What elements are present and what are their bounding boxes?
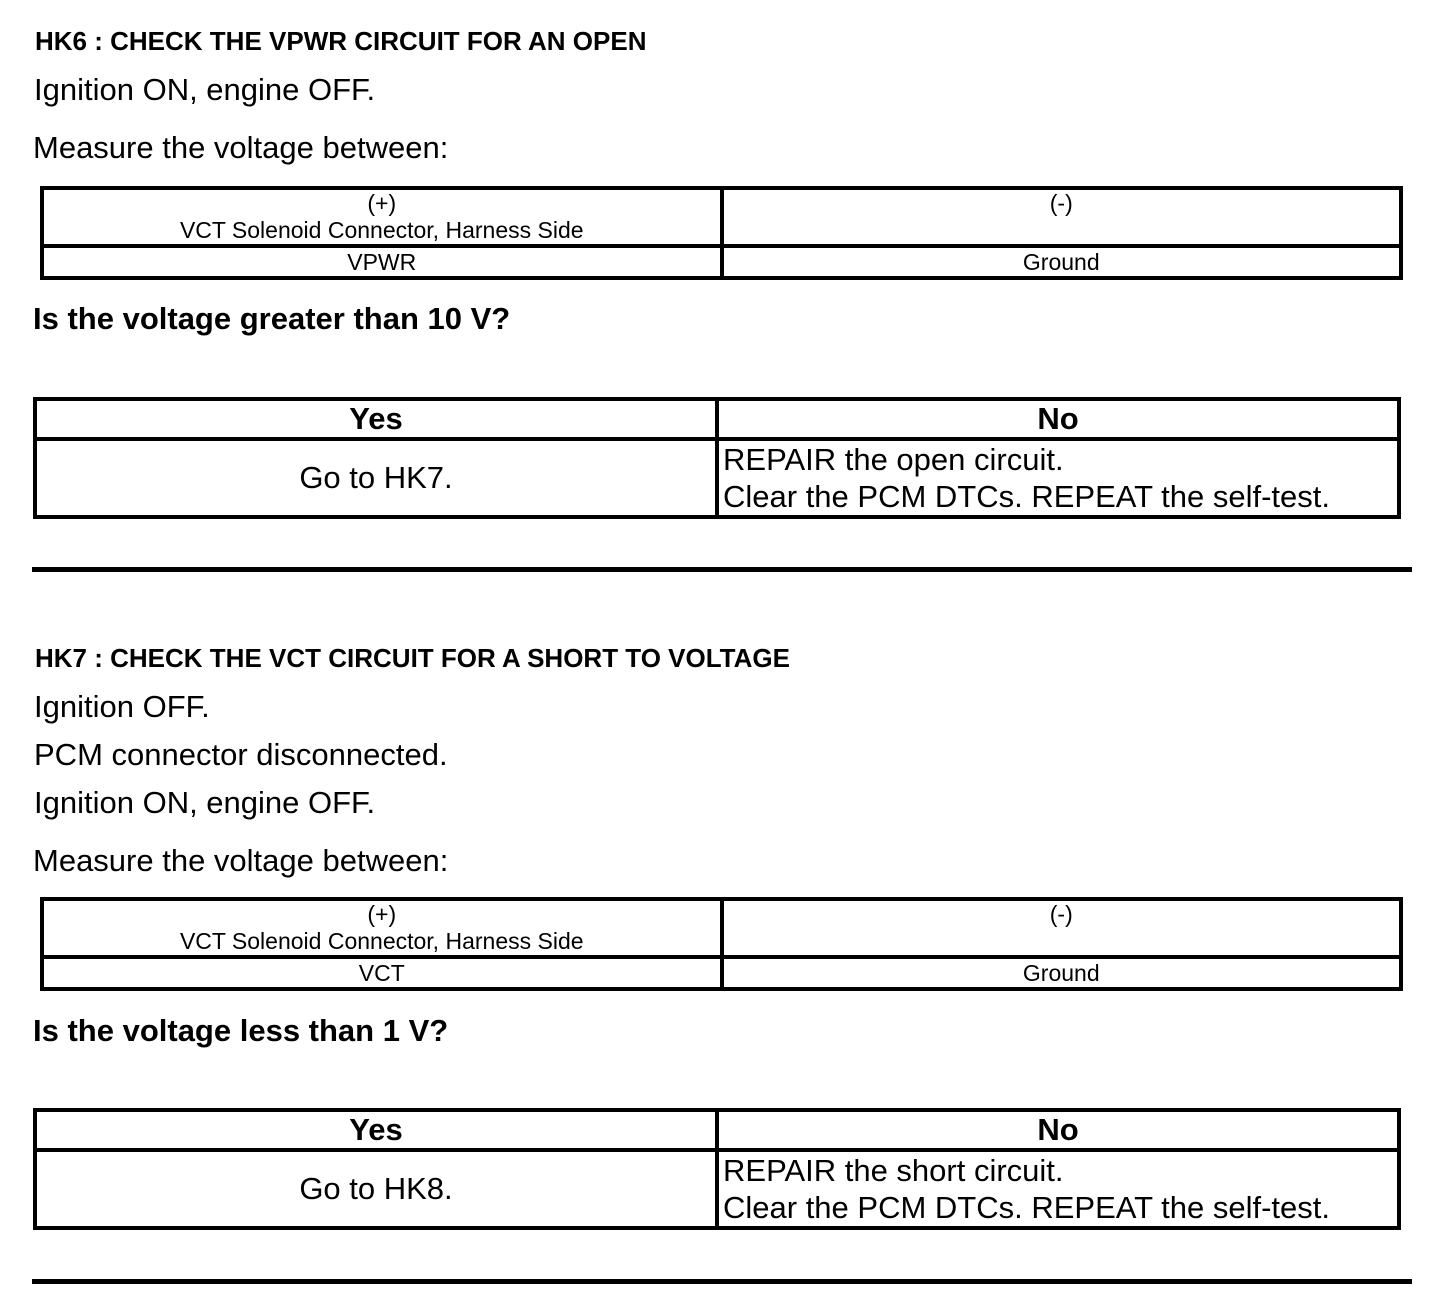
- hk6-title: HK6 : CHECK THE VPWR CIRCUIT FOR AN OPEN: [35, 26, 647, 56]
- hk7-question: Is the voltage less than 1 V?: [33, 1013, 449, 1048]
- hk6-plus-header: (+): [367, 190, 397, 216]
- hk6-plus-header-cell: [42, 188, 722, 246]
- section-divider: [32, 1279, 1412, 1284]
- hk6-step-1: Ignition ON, engine OFF.: [34, 72, 376, 107]
- hk6-plus-sub: VCT Solenoid Connector, Harness Side: [179, 217, 584, 243]
- hk7-no-action: [717, 1150, 1399, 1228]
- hk7-no-header: No: [717, 1110, 1399, 1150]
- hk6-no-line-1: REPAIR the open circuit.: [723, 442, 1064, 477]
- hk6-minus-value: Ground: [722, 246, 1402, 278]
- hk7-minus-header-cell: [722, 899, 1402, 957]
- hk6-measure-label: Measure the voltage between:: [33, 130, 449, 165]
- hk7-yes-action: Go to HK8.: [35, 1150, 717, 1228]
- hk7-step-3: Ignition ON, engine OFF.: [34, 785, 376, 820]
- hk7-plus-value: VCT: [42, 957, 722, 989]
- hk6-yes-header: Yes: [35, 399, 717, 439]
- hk6-no-header: No: [717, 399, 1399, 439]
- hk7-minus-value: Ground: [722, 957, 1402, 989]
- hk7-no-line-2: Clear the PCM DTCs. REPEAT the self-test.: [723, 1190, 1330, 1225]
- hk7-measure-label: Measure the voltage between:: [33, 843, 449, 878]
- hk6-minus-header: (-): [1049, 190, 1073, 216]
- hk6-measurement-table: [40, 186, 1403, 280]
- hk7-result-table: [33, 1108, 1401, 1230]
- hk6-yes-action: Go to HK7.: [35, 439, 717, 517]
- hk6-minus-header-cell: [722, 188, 1402, 246]
- hk7-plus-header: (+): [367, 901, 397, 927]
- hk7-plus-header-cell: [42, 899, 722, 957]
- hk6-no-action: [717, 439, 1399, 517]
- hk7-no-line-1: REPAIR the short circuit.: [723, 1153, 1064, 1188]
- hk7-step-1: Ignition OFF.: [34, 689, 210, 724]
- hk7-yes-header: Yes: [35, 1110, 717, 1150]
- hk6-no-line-2: Clear the PCM DTCs. REPEAT the self-test.: [723, 479, 1330, 514]
- hk7-step-2: PCM connector disconnected.: [34, 737, 448, 772]
- hk6-plus-value: VPWR: [42, 246, 722, 278]
- hk7-title: HK7 : CHECK THE VCT CIRCUIT FOR A SHORT TO VOLTAGE: [35, 643, 790, 673]
- hk7-measurement-table: [40, 897, 1403, 991]
- hk6-question: Is the voltage greater than 10 V?: [33, 301, 511, 336]
- section-divider: [32, 567, 1412, 572]
- hk6-result-table: [33, 397, 1401, 519]
- hk7-minus-header: (-): [1049, 901, 1073, 927]
- hk7-plus-sub: VCT Solenoid Connector, Harness Side: [179, 928, 584, 954]
